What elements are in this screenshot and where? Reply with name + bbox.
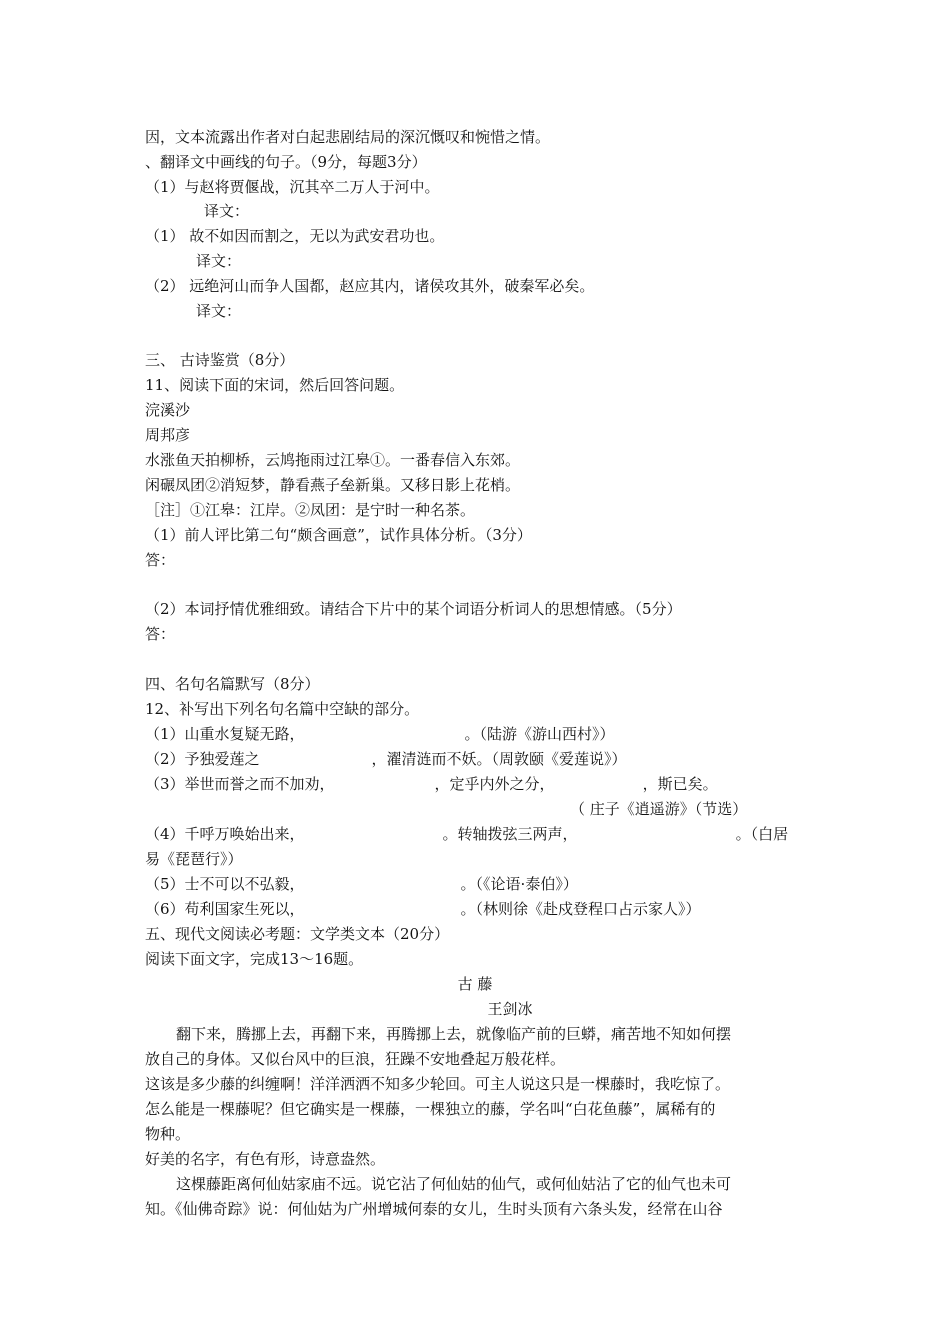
paragraph-line: 好美的名字，有色有形，诗意盎然。 xyxy=(145,1150,386,1168)
paragraph-line: 知。《仙佛奇踪》说：何仙姑为广州增城何泰的女儿，生时头顶有六条头发，经常在山谷 xyxy=(145,1200,723,1218)
question-item: （1） 故不如因而割之，无以为武安君功也。 xyxy=(145,227,445,245)
fill-blank-text: 。（《论语·泰伯》） xyxy=(460,875,578,893)
fill-blank-item xyxy=(145,899,701,919)
paragraph-line: 放自己的身体。又似台风中的巨浪，狂躁不安地叠起万般花样。 xyxy=(145,1050,566,1068)
fill-blank-text: 。转轴拨弦三两声， xyxy=(442,825,578,843)
fill-blank-text: ，濯清涟而不妖。（周敦颐《爱莲说》） xyxy=(371,750,627,768)
section-heading: 三、 古诗鉴赏（8分） xyxy=(145,351,295,369)
fill-blank-item xyxy=(145,874,578,894)
fill-blank-text: （2）予独爱莲之 xyxy=(145,750,260,768)
question-heading: 12、补写出下列名句名篇中空缺的部分。 xyxy=(145,700,420,718)
fill-blank-item xyxy=(145,824,788,844)
question-item: （1）前人评比第二句“颇含画意”，试作具体分析。（3分） xyxy=(145,526,532,544)
poem-note: ［注］①江皋：江岸。②凤团：是宁时一种名茶。 xyxy=(145,501,476,519)
article-author: 王剑冰 xyxy=(487,1000,533,1018)
instruction-text: 阅读下面文字，完成13～16题。 xyxy=(145,950,364,968)
article-title: 古 藤 xyxy=(457,975,493,993)
fill-blank-item xyxy=(145,749,627,769)
question-heading: 11、阅读下面的宋词，然后回答问题。 xyxy=(145,376,405,394)
paragraph-line: 这该是多少藤的纠缠啊！洋洋洒洒不知多少轮回。可主人说这只是一棵藤时，我吃惊了。 xyxy=(145,1075,731,1093)
poem-author: 周邦彦 xyxy=(145,426,191,444)
answer-label: 译文： xyxy=(204,202,250,220)
fill-blank-text: （4）千呼万唤始出来， xyxy=(145,825,305,843)
poem-line: 闲碾凤团②消短梦，静看燕子垒新巢。又移日影上花梢。 xyxy=(145,476,521,494)
fill-blank-item xyxy=(145,724,615,744)
paragraph-line: 物种。 xyxy=(145,1125,191,1143)
fill-blank-text: （6）苟利国家生死以， xyxy=(145,900,305,918)
answer-label: 答： xyxy=(145,625,176,643)
answer-label: 译文： xyxy=(196,252,242,270)
question-heading: 、翻译文中画线的句子。（9分，每题3分） xyxy=(145,153,427,171)
poem-title: 浣溪沙 xyxy=(145,401,191,419)
section-heading: 四、名句名篇默写（8分） xyxy=(145,675,320,693)
poem-line: 水涨鱼天拍柳桥，云鸠拖雨过江皋①。一番春信入东郊。 xyxy=(145,451,521,469)
fill-blank-text: （3）举世而誉之而不加劝， xyxy=(145,775,335,793)
fill-blank-text: 。（陆游《游山西村》） xyxy=(464,725,615,743)
fill-blank-item xyxy=(145,774,718,794)
answer-label: 译文： xyxy=(196,302,242,320)
fill-blank-text: ，斯已矣。 xyxy=(642,775,718,793)
fill-blank-text: 。（白居 xyxy=(735,825,789,843)
source-citation: （ 庄子《逍遥游》（节选） xyxy=(570,800,748,818)
answer-label: 答： xyxy=(145,551,176,569)
question-item: （2）本词抒情优雅细致。请结合下片中的某个词语分析词人的思想情感。（5分） xyxy=(145,600,682,618)
fill-blank-text: （1）山重水复疑无路， xyxy=(145,725,305,743)
paragraph-line: 怎么能是一棵藤呢？但它确实是一棵藤，一棵独立的藤，学名叫“白花鱼藤”，属稀有的 xyxy=(145,1100,716,1118)
fill-blank-text: ，定乎内外之分， xyxy=(434,775,555,793)
paragraph-line: 这棵藤距离何仙姑家庙不远。说它沾了何仙姑的仙气，或何仙姑沾了它的仙气也未可 xyxy=(176,1175,732,1193)
fill-blank-text: 。（林则徐《赴戍登程口占示家人》） xyxy=(460,900,701,918)
section-heading: 五、现代文阅读必考题：文学类文本（20分） xyxy=(145,925,450,943)
source-citation: 易《琵琶行》） xyxy=(145,850,243,868)
paragraph-line: 翻下来，腾挪上去，再翻下来，再腾挪上去，就像临产前的巨蟒，痛苦地不知如何摆 xyxy=(176,1025,732,1043)
question-item: （2） 远绝河山而争人国都，赵应其内，诸侯攻其外，破秦军必矣。 xyxy=(145,277,595,295)
question-item: （1）与赵将贾偃战，沉其卒二万人于河中。 xyxy=(145,178,440,196)
text-line: 因，文本流露出作者对白起悲剧结局的深沉慨叹和惋惜之情。 xyxy=(145,128,551,146)
fill-blank-text: （5）士不可以不弘毅， xyxy=(145,875,305,893)
